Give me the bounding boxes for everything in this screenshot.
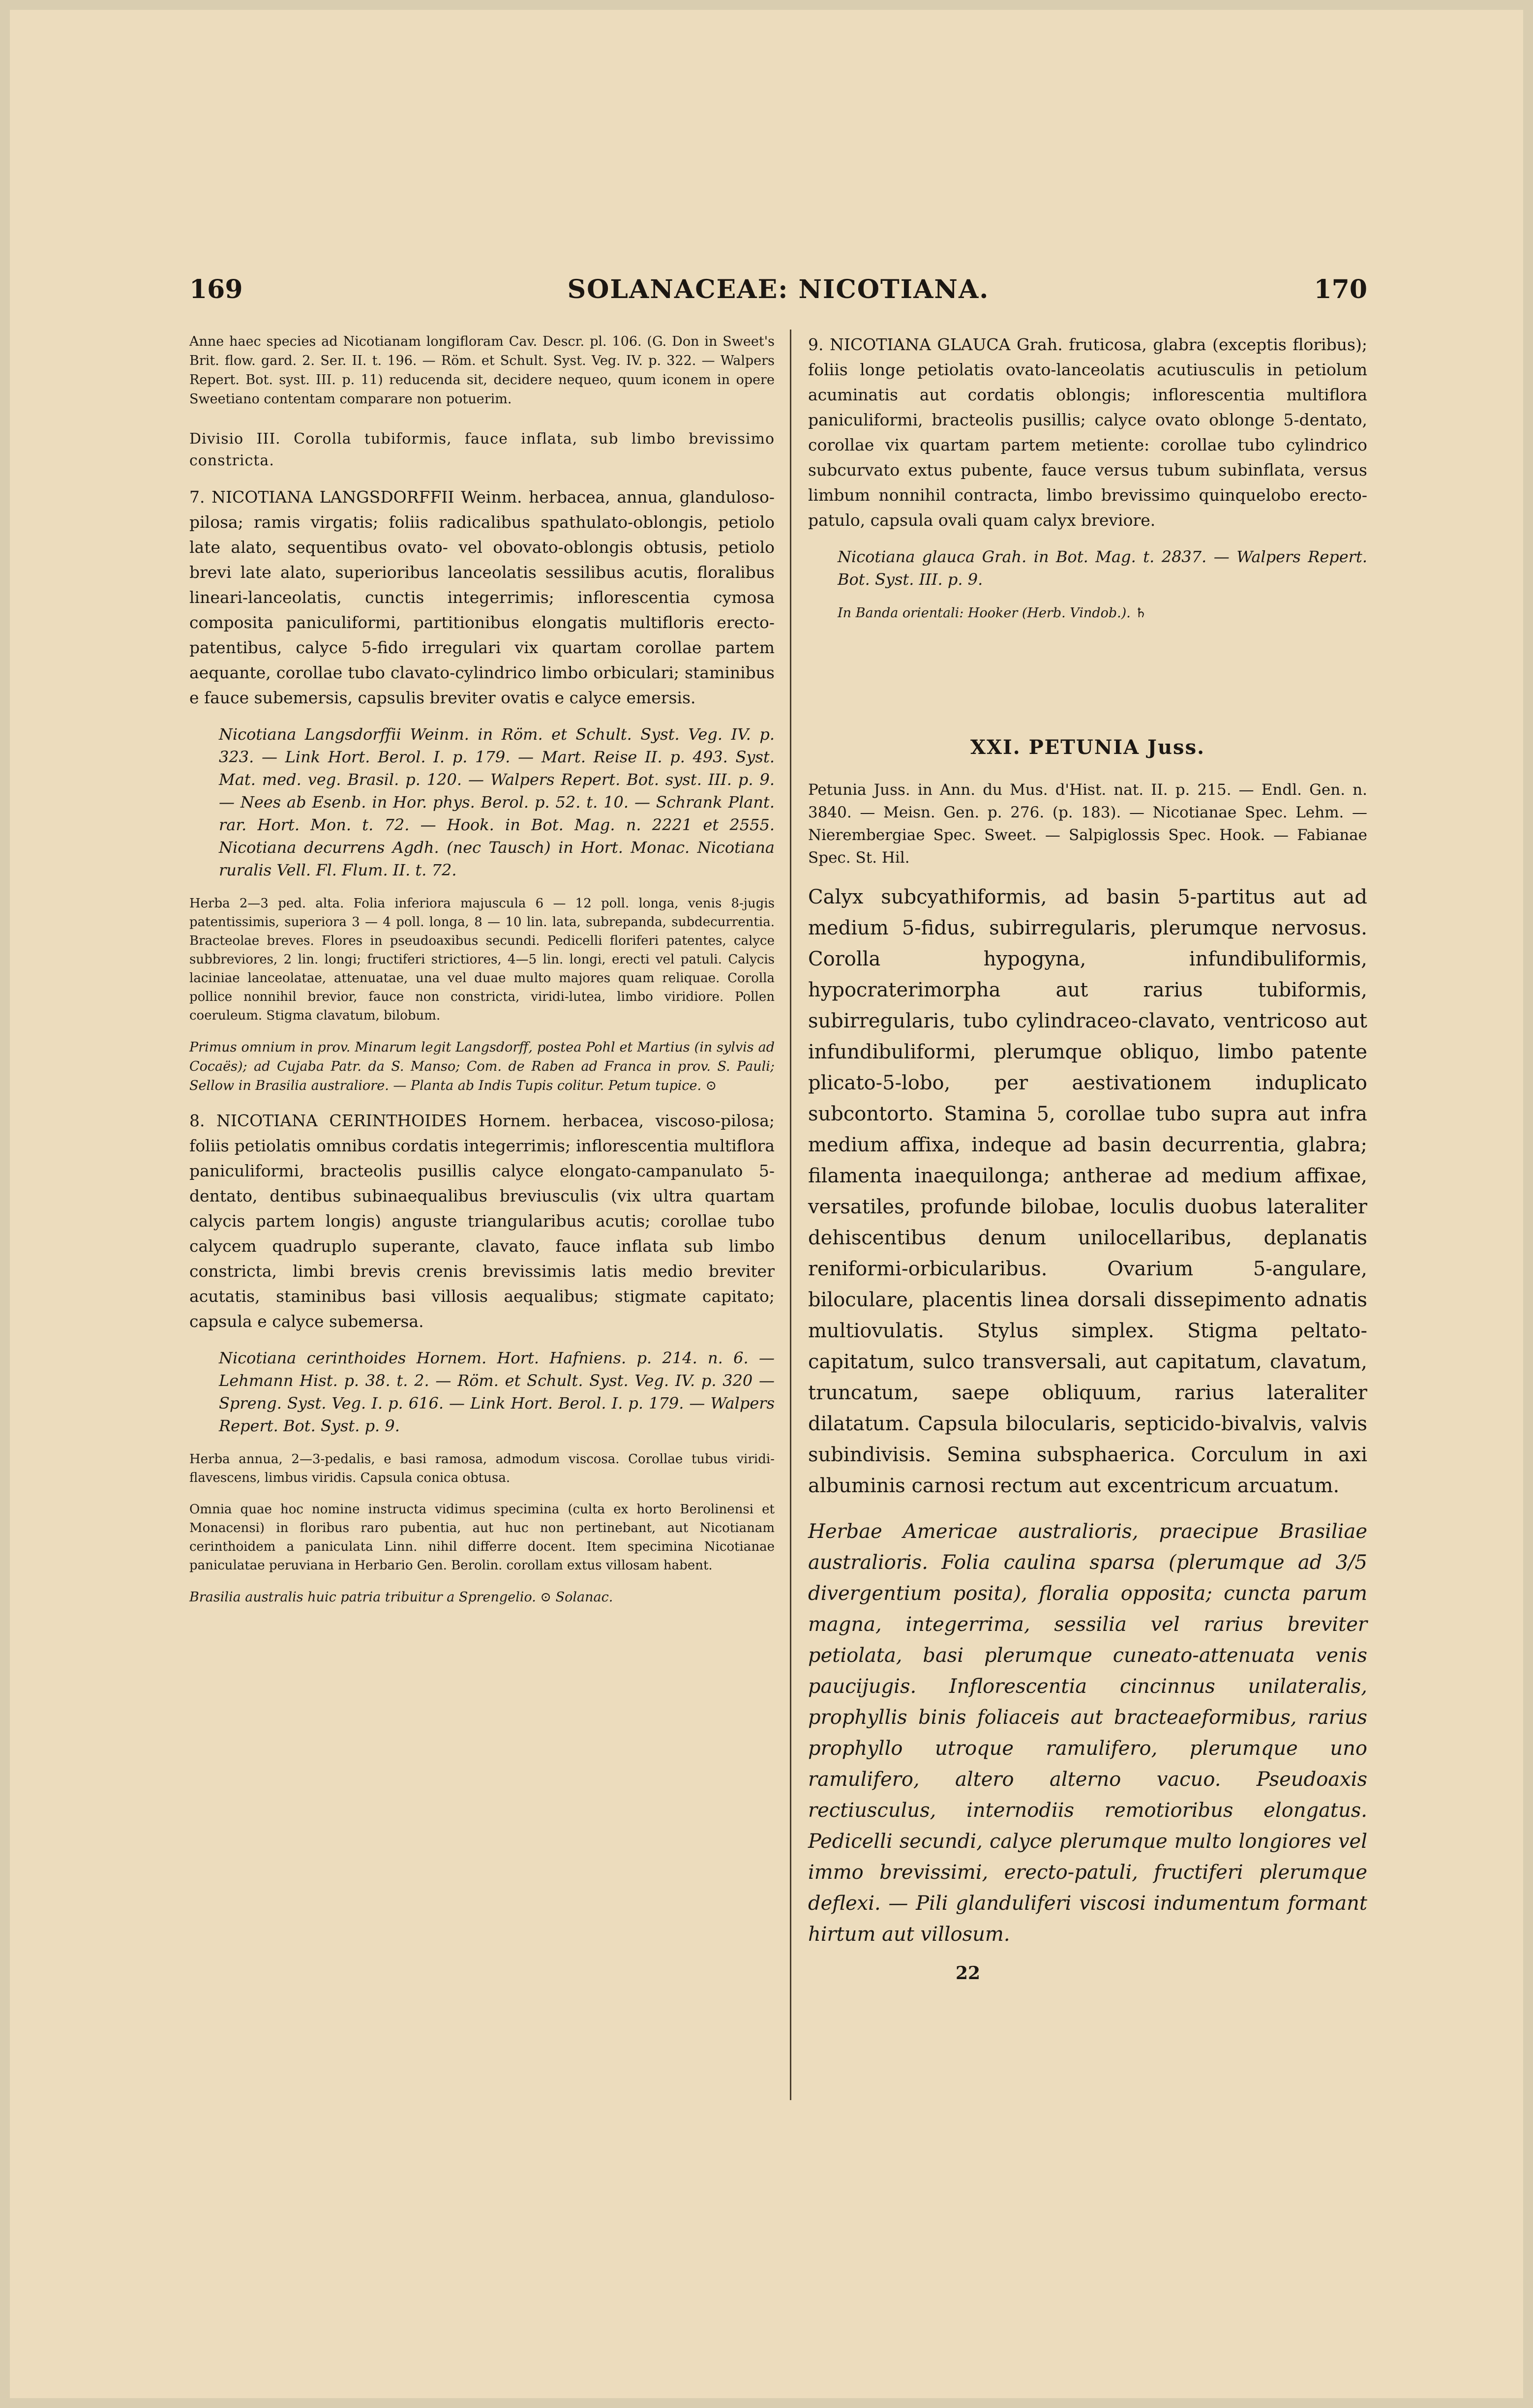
species-8-locality: Brasilia australis huic patria tribuitur a Sprengelio. ⊙ Solanac.: [189, 1590, 613, 1605]
species-9-synonymy: Nicotiana glauca Grah. in Bot. Mag. t. 2837. — Walpers Repert. Bot. Syst. III. p. 9.: [838, 547, 1367, 589]
genus-synonymy: Petunia Juss. in Ann. du Mus. d'Hist. nat. II. p. 215. — Endl. Gen. n. 3840. — Meisn. Gen. p. 276. (p. 183). — Nicotianae Spec. Lehm. — Nierembergiae Spec. Sweet. — Salpiglossis Spec. Hook. — Fabianae Spec. St. Hil.: [808, 781, 1367, 867]
book-page: [10, 10, 1523, 2398]
running-title: SOLANACEAE: NICOTIANA.: [567, 274, 990, 304]
species-7-locality: Primus omnium in prov. Minarum legit Langsdorff, postea Pohl et Martius (in sylvis ad Cocaës); ad Cujaba Patr. da S. Manso; Com. de Raben ad Franca in prov. S. Pauli; Sellow in Brasilia australiore. — Planta ab Indis Tupis colitur. Petum tupice. ⊙: [189, 1040, 775, 1093]
species-8-description: 8. NICOTIANA CERINTHOIDES Hornem. herbacea, viscoso-pilosa; foliis petiolatis omnibus cordatis integerrimis; inflorescentia multiflora paniculiformi, bracteolis pusillis calyce elongato-campanulato 5-dentato, dentibus subinaequalibus breviusculis (vix ultra quartam calycis partem longis) anguste triangularibus acutis; corollae tubo calycem quadruplo superante, clavato, fauce inflata sub limbo constricta, limbi brevis crenis brevissimis latis medio breviter acutatis, staminibus basi villosis aequalibus; stigmate capitato; capsula e calyce subemersa.: [189, 1111, 775, 1331]
species-8-details: Herba annua, 2—3-pedalis, e basi ramosa, admodum viscosa. Corollae tubus viridi-flavescens, limbus viridis. Capsula conica obtusa.: [189, 1452, 775, 1485]
page-header: [189, 274, 1367, 309]
species-9-locality: In Banda orientali: Hooker (Herb. Vindob.). ♄: [838, 605, 1147, 621]
divisio-heading: Divisio III. Corolla tubiformis, fauce inflata, sub limbo brevissimo constricta.: [189, 430, 775, 469]
genus-description: Calyx subcyathiformis, ad basin 5-partitus aut ad medium 5-fidus, subirregularis, plerumque nervosus. Corolla hypogyna, infundibuliformis, hypocraterimorpha aut rarius tubiformis, subirregularis, tubo cylindraceo-clavato, ventricoso aut infundibuliformi, plerumque obliquo, limbo patente plicato-5-lobo, per aestivationem induplicato subcontorto. Stamina 5, corollae tubo supra aut infra medium affixa, indeque ad basin decurrentia, glabra; filamenta inaequilonga; antherae ad medium affixae, versatiles, profunde bilobae, loculis duobus lateraliter dehiscentibus denum unilocellaribus, deplanatis reniformi-orbicularibus. Ovarium 5-angulare, biloculare, placentis linea dorsali dissepimento adnatis multiovulatis. Stylus simplex. Stigma peltato-capitatum, sulco transversali, aut capitatum, clavatum, truncatum, saepe obliquum, rarius lateraliter dilatatum. Capsula bilocularis, septicido-bivalvis, valvis subindivisis. Semina subsphaerica. Corculum in axi albuminis carnosi rectum aut excentricum arcuatum.: [808, 886, 1367, 1497]
species-9-description: 9. NICOTIANA GLAUCA Grah. fruticosa, glabra (exceptis floribus); foliis longe petiolatis ovato-lanceolatis acutiusculis in petiolum acuminatis aut cordatis oblongis; inflorescentia multiflora paniculiformi, bracteolis pusillis; calyce ovato oblonge 5-dentato, corollae vix quartam partem metiente: corollae tubo cylindrico subcurvato extus pubente, fauce versus tubum subinflata, versus limbum nonnihil contracta, limbo brevissimo quinquelobo erecto-patulo, capsula ovali quam calyx breviore.: [808, 335, 1367, 530]
species-8-synonymy: Nicotiana cerinthoides Hornem. Hort. Hafniens. p. 214. n. 6. — Lehmann Hist. p. 38. t. 2. — Röm. et Schult. Syst. Veg. IV. p. 320 — Spreng. Syst. Veg. I. p. 616. — Link Hort. Berol. I. p. 179. — Walpers Repert. Bot. Syst. p. 9.: [219, 1349, 775, 1435]
genus-habit: Herbae Americae australioris, praecipue Brasiliae australioris. Folia caulina sparsa (plerumque ad 3/5 divergentium posita), floralia opposita; cuncta parum magna, integerrima, sessilia vel rarius breviter petiolata, basi plerumque cuneato-attenuata venis paucijugis. Inflorescentia cincinnus unilateralis, prophyllis binis foliaceis aut bracteaeformibus, rarius prophyllo utroque ramulifero, plerumque uno ramulifero, altero alterno vacuo. Pseudoaxis rectiusculus, internodiis remotioribus elongatus. Pedicelli secundi, calyce plerumque multo longiores vel immo brevissimi, erecto-patuli, fructiferi plerumque deflexi. — Pili glanduliferi viscosi indumentum formant hirtum aut villosum.: [808, 1520, 1367, 1946]
genus-heading: XXI. PETUNIA Juss.: [970, 736, 1205, 759]
column-divider: [790, 330, 791, 2100]
intro-paragraph: Anne haec species ad Nicotianam longifloram Cav. Descr. pl. 106. (G. Don in Sweet's Brit. flow. gard. 2. Ser. II. t. 196. — Röm. et Schult. Syst. Veg. IV. p. 322. — Walpers Repert. Bot. syst. III. p. 11) reducenda sit, decidere nequeo, quum iconem in opere Sweetiano contentam comparare non potuerim.: [189, 334, 775, 407]
species-8-note: Omnia quae hoc nomine instructa vidimus specimina (culta ex horto Berolinensi et Monacensi) in floribus raro pubentia, aut huc non pertinebant, aut Nicotianam cerinthoidem a paniculata Linn. nihil differre docent. Item specimina Nicotianae paniculatae peruviana in Herbario Gen. Berolin. corollam extus villosam habent.: [189, 1502, 775, 1573]
signature-mark: 22: [956, 1963, 981, 1984]
right-column: [808, 332, 1367, 1984]
page-number-left: 169: [189, 274, 243, 304]
left-column: [189, 332, 775, 1620]
species-7-synonymy: Nicotiana Langsdorffii Weinm. in Röm. et Schult. Syst. Veg. IV. p. 323. — Link Hort. Berol. I. p. 179. — Mart. Reise II. p. 493. Syst. Mat. med. veg. Brasil. p. 120. — Walpers Repert. Bot. syst. III. p. 9. — Nees ab Esenb. in Hor. phys. Berol. p. 52. t. 10. — Schrank Plant. rar. Hort. Mon. t. 72. — Hook. in Bot. Mag. n. 2221 et 2555. Nicotiana decurrens Agdh. (nec Tausch) in Hort. Monac. Nicotiana ruralis Vell. Fl. Flum. II. t. 72.: [219, 725, 775, 879]
species-7-description: 7. NICOTIANA LANGSDORFFII Weinm. herbacea, annua, glanduloso-pilosa; ramis virgatis; foliis radicalibus spathulato-oblongis, petiolo late alato, sequentibus ovato- vel obovato-oblongis obtusis, petiolo brevi late alato, superioribus lanceolatis sessilibus acutis, floralibus lineari-lanceolatis, cunctis integerrimis; inflorescentia cymosa composita paniculiformi, partitionibus elongatis multifloris erecto-patentibus, calyce 5-fido irregulari vix quartam corollae partem aequante, corollae tubo clavato-cylindrico limbo orbiculari; staminibus e fauce subemersis, capsulis breviter ovatis e calyce emersis.: [189, 487, 775, 707]
page-number-right: 170: [1314, 274, 1367, 304]
species-7-details: Herba 2—3 ped. alta. Folia inferiora majuscula 6 — 12 poll. longa, venis 8-jugis patentissimis, superiora 3 — 4 poll. longa, 8 — 10 lin. lata, subrepanda, subdecurrentia. Bracteolae breves. Flores in pseudoaxibus secundi. Pedicelli floriferi patentes, calyce subbreviores, 2 lin. longi; fructiferi strictiores, 4—5 lin. longi, erecti vel patuli. Calycis laciniae lanceolatae, attenuatae, una vel duae multo majores quam reliquae. Corolla pollice nonnihil brevior, fauce non constricta, viridi-lutea, limbo viridiore. Pollen coeruleum. Stigma clavatum, bilobum.: [189, 896, 775, 1023]
